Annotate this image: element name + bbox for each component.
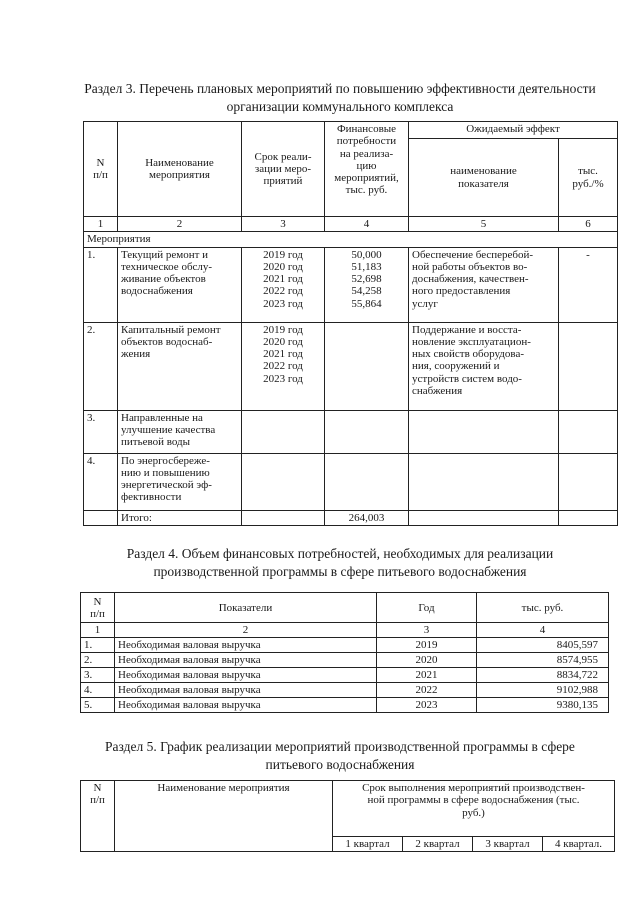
header-name: Наименование мероприятия bbox=[118, 122, 242, 217]
section3-table bbox=[83, 121, 618, 526]
header-year: Год bbox=[377, 593, 477, 623]
row-year: 2021 bbox=[377, 668, 477, 683]
row-amount: 9380,135 bbox=[477, 698, 609, 713]
table-row bbox=[84, 453, 618, 510]
header-quarter-4: 4 квартал. bbox=[543, 837, 615, 852]
header-quarter-3: 3 квартал bbox=[473, 837, 543, 852]
header-num: N п/п bbox=[81, 781, 115, 852]
row-unit bbox=[559, 322, 618, 410]
header-num: N п/п bbox=[81, 593, 115, 623]
header-amount: тыс. руб. bbox=[477, 593, 609, 623]
row-years bbox=[242, 410, 325, 453]
row-name: Необходимая валовая выручка bbox=[115, 638, 377, 653]
table-row bbox=[81, 698, 609, 713]
row-years: 2019 год 2020 год 2021 год 2022 год 2023 год bbox=[242, 322, 325, 410]
row-name: Необходимая валовая выручка bbox=[115, 653, 377, 668]
row-num: 5. bbox=[81, 698, 115, 713]
colnum: 6 bbox=[559, 217, 618, 232]
colnum: 3 bbox=[377, 623, 477, 638]
colnum: 1 bbox=[81, 623, 115, 638]
colnum: 2 bbox=[115, 623, 377, 638]
section3-title: Раздел 3. Перечень плановых мероприятий по повышению эффективности деятельности организации коммунального комплекса bbox=[84, 81, 596, 114]
row-num: 4. bbox=[81, 683, 115, 698]
total-num-cell bbox=[84, 510, 118, 525]
header-name: Наименование мероприятия bbox=[115, 781, 333, 852]
row-indicator: Поддержание и восста- новление эксплуатацион- ных свойств оборудова- ния, сооружений и устройств систем водо- снабжения bbox=[409, 322, 559, 410]
row-num: 3. bbox=[84, 410, 118, 453]
row-name: Необходимая валовая выручка bbox=[115, 698, 377, 713]
row-finance bbox=[325, 453, 409, 510]
row-name: Капитальный ремонт объектов водоснаб- жения bbox=[118, 322, 242, 410]
section3-total-row bbox=[84, 510, 618, 525]
row-name: По энергосбереже- нию и повышению энергетической эф- фективности bbox=[118, 453, 242, 510]
section5-header-row bbox=[81, 781, 615, 837]
row-indicator bbox=[409, 453, 559, 510]
total-value: 264,003 bbox=[325, 510, 409, 525]
total-term-cell bbox=[242, 510, 325, 525]
table-row bbox=[84, 410, 618, 453]
row-year: 2020 bbox=[377, 653, 477, 668]
row-name: Направленные на улучшение качества питьевой воды bbox=[118, 410, 242, 453]
row-year: 2022 bbox=[377, 683, 477, 698]
table-row bbox=[81, 668, 609, 683]
row-amount: 8405,597 bbox=[477, 638, 609, 653]
section3-colnum-row bbox=[84, 217, 618, 232]
total-indicator-cell bbox=[409, 510, 559, 525]
row-finance bbox=[325, 322, 409, 410]
section4-title: Раздел 4. Объем финансовых потребностей, необходимых для реализации производственной программы в сфере питьевого водоснабжения bbox=[126, 546, 554, 579]
row-years: 2019 год 2020 год 2021 год 2022 год 2023 год bbox=[242, 247, 325, 322]
row-unit: - bbox=[559, 247, 618, 322]
section3-group-row bbox=[84, 232, 618, 247]
row-finance: 50,000 51,183 52,698 54,258 55,864 bbox=[325, 247, 409, 322]
section5-table bbox=[80, 780, 615, 852]
total-label: Итого: bbox=[118, 510, 242, 525]
row-num: 1. bbox=[84, 247, 118, 322]
colnum: 4 bbox=[325, 217, 409, 232]
row-year: 2019 bbox=[377, 638, 477, 653]
section5-title: Раздел 5. График реализации мероприятий производственной программы в сфере питьевого водоснабжения bbox=[105, 739, 575, 772]
section4-table bbox=[80, 592, 609, 713]
row-num: 4. bbox=[84, 453, 118, 510]
colnum: 5 bbox=[409, 217, 559, 232]
row-unit bbox=[559, 410, 618, 453]
colnum: 4 bbox=[477, 623, 609, 638]
row-indicator bbox=[409, 410, 559, 453]
table-row bbox=[81, 653, 609, 668]
group-label: Мероприятия bbox=[84, 232, 618, 247]
table-row bbox=[84, 247, 618, 322]
row-unit bbox=[559, 453, 618, 510]
header-quarter-2: 2 квартал bbox=[403, 837, 473, 852]
row-years bbox=[242, 453, 325, 510]
row-name: Необходимая валовая выручка bbox=[115, 668, 377, 683]
row-name: Текущий ремонт и техническое обслу- живание объектов водоснабжения bbox=[118, 247, 242, 322]
row-amount: 8834,722 bbox=[477, 668, 609, 683]
section3-header-row bbox=[84, 122, 618, 139]
table-row bbox=[84, 322, 618, 410]
header-indicators: Показатели bbox=[115, 593, 377, 623]
row-year: 2023 bbox=[377, 698, 477, 713]
colnum: 1 bbox=[84, 217, 118, 232]
row-num: 2. bbox=[81, 653, 115, 668]
total-unit-cell bbox=[559, 510, 618, 525]
colnum: 2 bbox=[118, 217, 242, 232]
section4-header-row bbox=[81, 593, 609, 623]
header-indicator: наименование показателя bbox=[409, 139, 559, 217]
header-term: Срок реали- зации меро- приятий bbox=[242, 122, 325, 217]
table-row bbox=[81, 638, 609, 653]
header-term: Срок выполнения мероприятий производствен- ной программы в сфере водоснабжения (тыс. руб.) bbox=[333, 781, 615, 837]
row-amount: 8574,955 bbox=[477, 653, 609, 668]
table-row bbox=[81, 683, 609, 698]
row-num: 1. bbox=[81, 638, 115, 653]
header-finance: Финансовые потребности на реализа- цию мероприятий, тыс. руб. bbox=[325, 122, 409, 217]
row-amount: 9102,988 bbox=[477, 683, 609, 698]
header-quarter-1: 1 квартал bbox=[333, 837, 403, 852]
header-num: N п/п bbox=[84, 122, 118, 217]
section4-colnum-row bbox=[81, 623, 609, 638]
header-unit: тыс. руб./% bbox=[559, 139, 618, 217]
row-finance bbox=[325, 410, 409, 453]
row-name: Необходимая валовая выручка bbox=[115, 683, 377, 698]
row-num: 3. bbox=[81, 668, 115, 683]
header-effect: Ожидаемый эффект bbox=[409, 122, 618, 139]
colnum: 3 bbox=[242, 217, 325, 232]
row-num: 2. bbox=[84, 322, 118, 410]
row-indicator: Обеспечение бесперебой- ной работы объектов во- доснабжения, качествен- ного предоставления услуг bbox=[409, 247, 559, 322]
